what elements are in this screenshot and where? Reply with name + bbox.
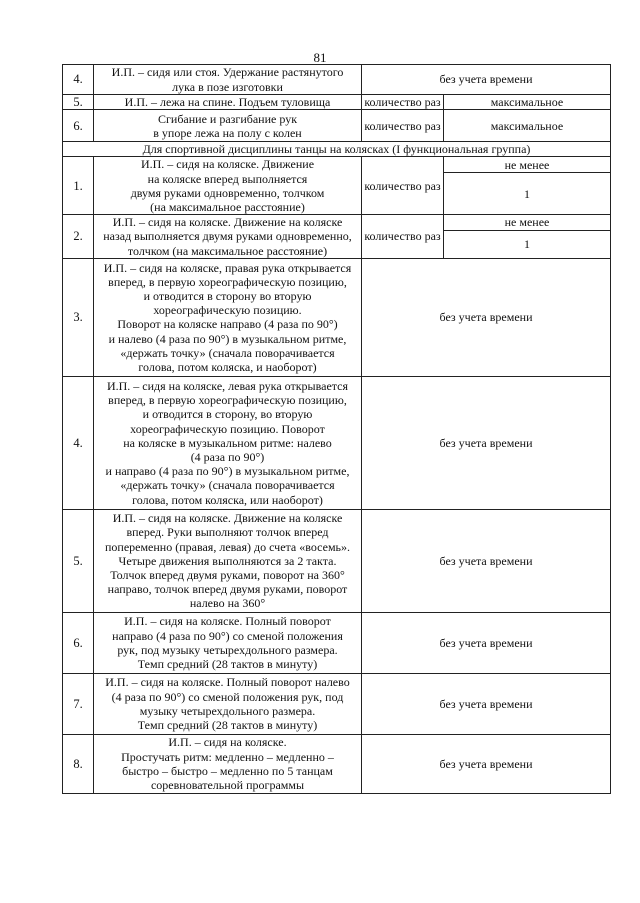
table-row [63, 258, 611, 376]
row-number: 4. [63, 65, 94, 95]
unit-cell: количество раз [362, 95, 444, 110]
exercise-description: И.П. – сидя или стоя. Удержание растянутого лука в позе изготовки [94, 65, 362, 95]
exercise-description: И.П. – сидя на коляске, правая рука открывается вперед, в первую хореографическую позицию, и отводится в сторону во вторую хореографическую позицию. Поворот на коляске направо (4 раза по 90°) и налево (4 раза по 90°) в музыкальном ритме, «держать точку» (сначала поворачивается голова, потом коляска, и наоборот) [94, 258, 362, 376]
row-number: 5. [63, 509, 94, 612]
table-row [63, 65, 611, 95]
norm-value: без учета времени [362, 673, 611, 734]
page-number: 81 [313, 50, 327, 65]
norm-value: без учета времени [362, 509, 611, 612]
row-number: 6. [63, 612, 94, 673]
row-number: 8. [63, 734, 94, 793]
norm-value: максимальное [444, 110, 611, 142]
row-number: 1. [63, 157, 94, 215]
exercise-description: И.П. – сидя на коляске. Движение на коляске назад выполняется двумя руками одновременно, толчком (на максимальное расстояние) [94, 215, 362, 259]
table-row [63, 376, 611, 509]
norm-value: 1 [444, 173, 611, 215]
norm-value: без учета времени [362, 734, 611, 793]
group-header-row [63, 142, 611, 157]
unit-cell: количество раз [362, 215, 444, 259]
table-row [63, 509, 611, 612]
norm-value: максимальное [444, 95, 611, 110]
table-row [63, 734, 611, 793]
row-number: 2. [63, 215, 94, 259]
table-row [63, 673, 611, 734]
table-row [63, 157, 611, 173]
exercise-description: И.П. – сидя на коляске. Простучать ритм: медленно – медленно – быстро – быстро – медленно по 5 танцам соревновательной программы [94, 734, 362, 793]
exercise-description: Сгибание и разгибание рук в упоре лежа на полу с колен [94, 110, 362, 142]
row-number: 6. [63, 110, 94, 142]
table-row [63, 612, 611, 673]
norm-value: без учета времени [362, 612, 611, 673]
norm-value: 1 [444, 230, 611, 258]
row-number: 7. [63, 673, 94, 734]
exercise-description: И.П. – сидя на коляске. Движение на коляске вперед. Руки выполняют толчок вперед попеременно (правая, левая) до счета «восемь». Четыре движения выполняются за 2 такта. Толчок вперед двумя руками, поворот на 360° направо, толчок вперед двумя руками, поворот налево на 360° [94, 509, 362, 612]
row-number: 5. [63, 95, 94, 110]
norm-value: без учета времени [362, 65, 611, 95]
group-header: Для спортивной дисциплины танцы на колясках (I функциональная группа) [63, 142, 611, 157]
norm-value: без учета времени [362, 258, 611, 376]
row-number: 3. [63, 258, 94, 376]
norm-note: не менее [444, 215, 611, 230]
exercise-description: И.П. – лежа на спине. Подъем туловища [94, 95, 362, 110]
unit-cell: количество раз [362, 110, 444, 142]
exercise-description: И.П. – сидя на коляске, левая рука открывается вперед, в первую хореографическую позицию, и отводится в сторону, во вторую хореографическую позицию. Поворот на коляске в музыкальном ритме: налево (4 раза по 90°) и направо (4 раза по 90°) в музыкальном ритме, «держать точку» (сначала поворачивается голова, потом коляска, или наоборот) [94, 376, 362, 509]
table-row [63, 95, 611, 110]
standards-table [62, 64, 611, 794]
exercise-description: И.П. – сидя на коляске. Полный поворот налево (4 раза по 90°) со сменой положения рук, под музыку четырехдольного размера. Темп средний (28 тактов в минуту) [94, 673, 362, 734]
unit-cell: количество раз [362, 157, 444, 215]
norm-note: не менее [444, 157, 611, 173]
exercise-description: И.П. – сидя на коляске. Полный поворот направо (4 раза по 90°) со сменой положения рук, под музыку четырехдольного размера. Темп средний (28 тактов в минуту) [94, 612, 362, 673]
norm-value: без учета времени [362, 376, 611, 509]
table-row [63, 215, 611, 230]
row-number: 4. [63, 376, 94, 509]
table-row [63, 110, 611, 142]
exercise-description: И.П. – сидя на коляске. Движение на коляске вперед выполняется двумя руками одновременно, толчком (на максимальное расстояние) [94, 157, 362, 215]
